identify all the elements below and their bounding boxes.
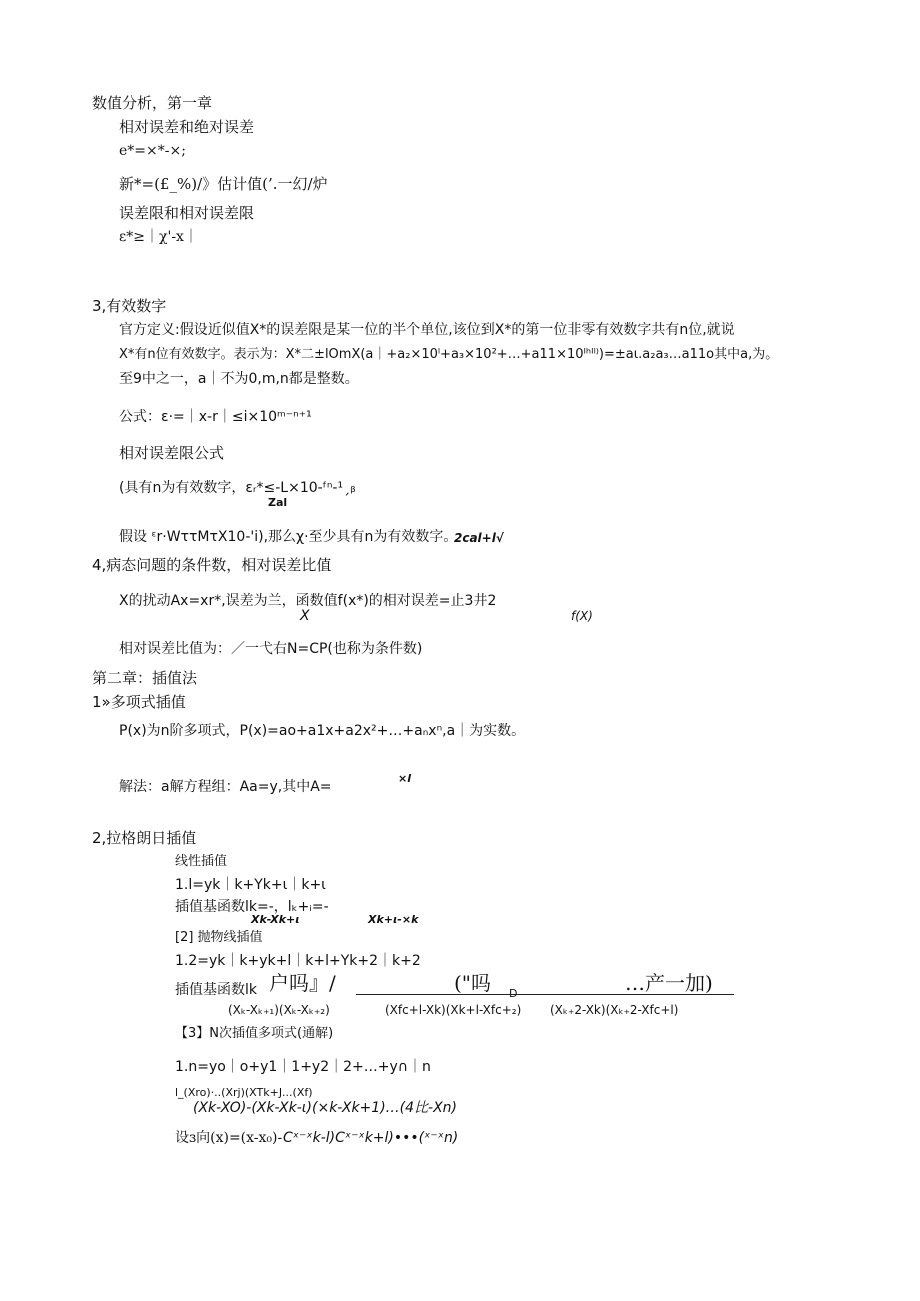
definition-line-2: X*有n位有效数字。表示为：X*二±lOmX(a｜+a₂×10ˡ+a₃×10²+…+a11×10ᴵʰᴵˡ⁾)=±aι.a₂a₃…a11o其中a,为。 [119, 347, 779, 362]
section2-title: 2,拉格朗日插值 [92, 829, 197, 847]
parabolic-basis-numerator-3: …产一加) [625, 971, 713, 995]
parabolic-denominator-2: (Xfc+l-Xk)(Xk+l-Xfc+₂) [385, 1003, 522, 1017]
condition-number-line: 相对误差比值为：／一弋右N=CP(也称为条件数) [119, 641, 423, 657]
parabolic-basis-numerator-1: 户吗』/ [269, 971, 336, 995]
definition-line-3: 至9中之一，a｜不为0,m,n都是整数。 [119, 371, 359, 387]
chapter1-title: 数值分析，第一章 [92, 94, 213, 112]
perturbation-denominator-fx: f(X) [571, 609, 593, 623]
section4-title: 4,病态问题的条件数，相对误差比值 [92, 556, 332, 574]
linear-interpolation-formula: 1.l=yk｜k+Yk+ι｜k+ι [175, 877, 326, 893]
fraction-bar [356, 994, 734, 995]
omega-definition: 设ɜ向(x)=(x-x₀)- [175, 1130, 283, 1146]
section-error-limit-heading: 误差限和相对误差限 [119, 204, 255, 222]
parabolic-basis-mark: D [509, 987, 518, 1000]
linear-basis-functions: 插值基函数lk=-，lₖ+ᵢ=- [175, 899, 329, 915]
linear-interpolation-heading: 线性插值 [175, 854, 228, 869]
chapter2-title: 第二章：插值法 [92, 669, 198, 687]
linear-basis-denominator-2: Xk+ι-×k [368, 913, 419, 926]
omega-product: Cˣ⁻ˣk-l)Cˣ⁻ˣk+l)•••(ˣ⁻ˣn) [283, 1130, 459, 1146]
section-errors-heading: 相对误差和绝对误差 [119, 118, 255, 136]
parabolic-denominator-1: (Xₖ-Xₖ₊₁)(Xₖ-Xₖ₊₂) [228, 1003, 330, 1017]
nth-interpolation-formula: 1.n=yo｜o+y1｜1+y2｜2+…+y∩｜n [175, 1059, 431, 1075]
nth-interpolation-heading: 【3】N次插值多项式(通解) [175, 1026, 334, 1041]
parabolic-interpolation-heading: [2] 抛物线插值 [175, 930, 263, 945]
relative-limit-formula: (具有n为有效数字，εᵣ*≤-L×10-ᶠⁿ-¹ˏᵦ [119, 480, 356, 496]
parabolic-basis-numerator-2: ("吗 [454, 971, 492, 995]
absolute-error-formula: e*=×*-×; [119, 143, 186, 159]
parabolic-denominator-3: (Xₖ₊2-Xk)(Xₖ₊2-Xfc+l) [550, 1003, 679, 1017]
parabolic-basis-label: 插值基函数lk [175, 982, 257, 998]
nth-basis-denominator: (Xk-XO)-(Xk-Xk-ι)(×k-Xk+1)…(4比-Xn) [193, 1100, 457, 1116]
section1-title: 1»多项式插值 [92, 693, 186, 711]
solution-line: 解法：a解方程组：Aa=y,其中A= [119, 779, 332, 795]
polynomial-definition: P(x)为n阶多项式，P(x)=ao+a1x+a2x²+…+aₙxⁿ,a｜为实数。 [119, 723, 526, 739]
matrix-mark: ×l [398, 772, 411, 785]
relative-limit-subscript: Zal [268, 496, 288, 509]
relative-error-formula: 新*=(£_%)/》估计值(’.一幻/炉 [119, 175, 328, 193]
assumption-line: 假设 ᵋr·WττMτX10-'i),那么χ·至少具有n为有效数字。 [119, 529, 458, 545]
section3-title: 3,有效数字 [92, 297, 167, 315]
definition-line-1: 官方定义:假设近似值X*的误差限是某一位的半个单位,该位到X*的第一位非零有效数字共有n位,就说 [119, 322, 735, 338]
nth-basis-numerator: l_(Xro)·..(Xrj)(XTk+J...(Xf) [175, 1086, 313, 1099]
error-limit-formula: ε*≥｜χ'-x｜ [119, 229, 198, 245]
assumption-suffix: 2cal+l√ [454, 531, 504, 545]
perturbation-line: X的扰动Ax=xr*,误差为兰，函数值f(x*)的相对误差=止3井2 [119, 593, 497, 609]
parabolic-interpolation-formula: 1.2=yk｜k+yk+l｜k+l+Yk+2｜k+2 [175, 953, 421, 969]
significant-digits-formula: 公式：ε·=｜x-r｜≤i×10ᵐ⁻ⁿ⁺¹ [119, 409, 312, 425]
perturbation-denominator-x: X [300, 608, 310, 624]
linear-basis-denominator-1: Xk-Xk+ι [251, 913, 300, 926]
relative-limit-heading: 相对误差限公式 [119, 444, 225, 462]
